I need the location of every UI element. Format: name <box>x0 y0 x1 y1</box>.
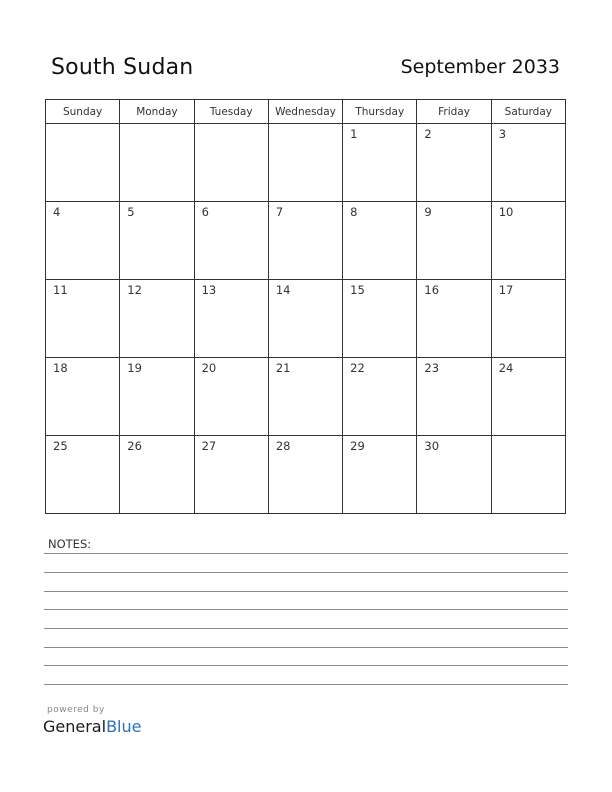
day-cell <box>343 124 417 202</box>
week-row-5 <box>46 436 566 514</box>
day-cell <box>120 202 194 280</box>
day-cell <box>46 280 120 358</box>
day-number <box>195 124 268 127</box>
note-line <box>44 591 568 592</box>
day-cell <box>491 358 565 436</box>
weekday-header-row <box>46 100 566 124</box>
day-cell <box>343 280 417 358</box>
day-number: 29 <box>350 439 365 453</box>
day-cell <box>46 358 120 436</box>
brand-general: General <box>43 717 107 736</box>
week-row-4 <box>46 358 566 436</box>
day-number: 2 <box>424 127 432 141</box>
day-number: 28 <box>275 439 291 453</box>
day-number: 25 <box>53 439 68 453</box>
day-cell <box>417 436 491 514</box>
day-cell <box>343 436 417 514</box>
day-number: 5 <box>127 205 135 219</box>
day-cell <box>194 358 268 436</box>
day-cell <box>194 124 268 202</box>
note-line <box>44 647 568 648</box>
weekday-saturday: Saturday <box>491 100 565 124</box>
day-cell <box>417 358 491 436</box>
day-number <box>46 124 119 127</box>
day-number <box>492 436 565 439</box>
day-number: 10 <box>498 205 514 219</box>
day-number: 30 <box>424 439 440 453</box>
day-number: 13 <box>201 283 217 297</box>
day-cell <box>194 202 268 280</box>
day-number: 14 <box>275 283 291 297</box>
day-number: 17 <box>498 283 514 297</box>
day-number <box>269 124 342 127</box>
day-cell <box>417 202 491 280</box>
day-cell <box>120 436 194 514</box>
note-line <box>44 572 568 573</box>
day-number: 6 <box>201 205 209 219</box>
brand-blue: Blue <box>106 717 142 736</box>
day-cell <box>491 202 565 280</box>
day-cell <box>46 124 120 202</box>
weekday-sunday: Sunday <box>46 100 120 124</box>
day-number <box>120 124 193 127</box>
note-line <box>44 553 568 554</box>
day-cell <box>417 124 491 202</box>
day-cell <box>491 124 565 202</box>
day-number: 8 <box>350 205 358 219</box>
calendar-grid <box>45 99 566 514</box>
day-cell <box>343 358 417 436</box>
day-cell <box>46 202 120 280</box>
notes-label: NOTES: <box>48 537 92 551</box>
month-title: September 2033 <box>400 56 560 78</box>
day-cell <box>194 280 268 358</box>
day-number: 23 <box>424 361 440 375</box>
day-cell <box>268 436 342 514</box>
day-cell <box>194 436 268 514</box>
day-cell <box>491 436 565 514</box>
day-cell <box>491 280 565 358</box>
day-cell <box>46 436 120 514</box>
day-number: 26 <box>127 439 142 453</box>
day-number: 22 <box>350 361 365 375</box>
day-number: 12 <box>127 283 142 297</box>
week-row-2 <box>46 202 566 280</box>
day-number: 27 <box>201 439 217 453</box>
week-row-3 <box>46 280 566 358</box>
day-number: 15 <box>350 283 365 297</box>
day-cell <box>343 202 417 280</box>
note-line <box>44 665 568 666</box>
note-line <box>44 684 568 685</box>
day-cell <box>120 124 194 202</box>
powered-by-text: powered by <box>47 705 105 715</box>
day-cell <box>268 358 342 436</box>
day-number: 4 <box>53 205 61 219</box>
generalblue-logo <box>43 717 141 736</box>
weekday-friday: Friday <box>417 100 491 124</box>
day-number: 1 <box>350 127 358 141</box>
day-number: 19 <box>127 361 142 375</box>
day-number: 11 <box>53 283 68 297</box>
day-number: 24 <box>498 361 514 375</box>
day-number: 3 <box>498 127 507 141</box>
country-title: South Sudan <box>51 55 194 80</box>
day-cell <box>120 280 194 358</box>
day-number: 20 <box>201 361 217 375</box>
day-cell <box>268 202 342 280</box>
day-number: 16 <box>424 283 440 297</box>
weekday-wednesday: Wednesday <box>268 100 342 124</box>
weekday-tuesday: Tuesday <box>194 100 268 124</box>
weekday-thursday: Thursday <box>343 100 417 124</box>
day-cell <box>120 358 194 436</box>
day-cell <box>417 280 491 358</box>
day-number: 21 <box>275 361 291 375</box>
weekday-monday: Monday <box>120 100 194 124</box>
day-number: 9 <box>424 205 432 219</box>
day-cell <box>268 280 342 358</box>
day-number: 7 <box>275 205 284 219</box>
day-cell <box>268 124 342 202</box>
note-line <box>44 609 568 610</box>
week-row-1 <box>46 124 566 202</box>
note-line <box>44 628 568 629</box>
day-number: 18 <box>53 361 68 375</box>
